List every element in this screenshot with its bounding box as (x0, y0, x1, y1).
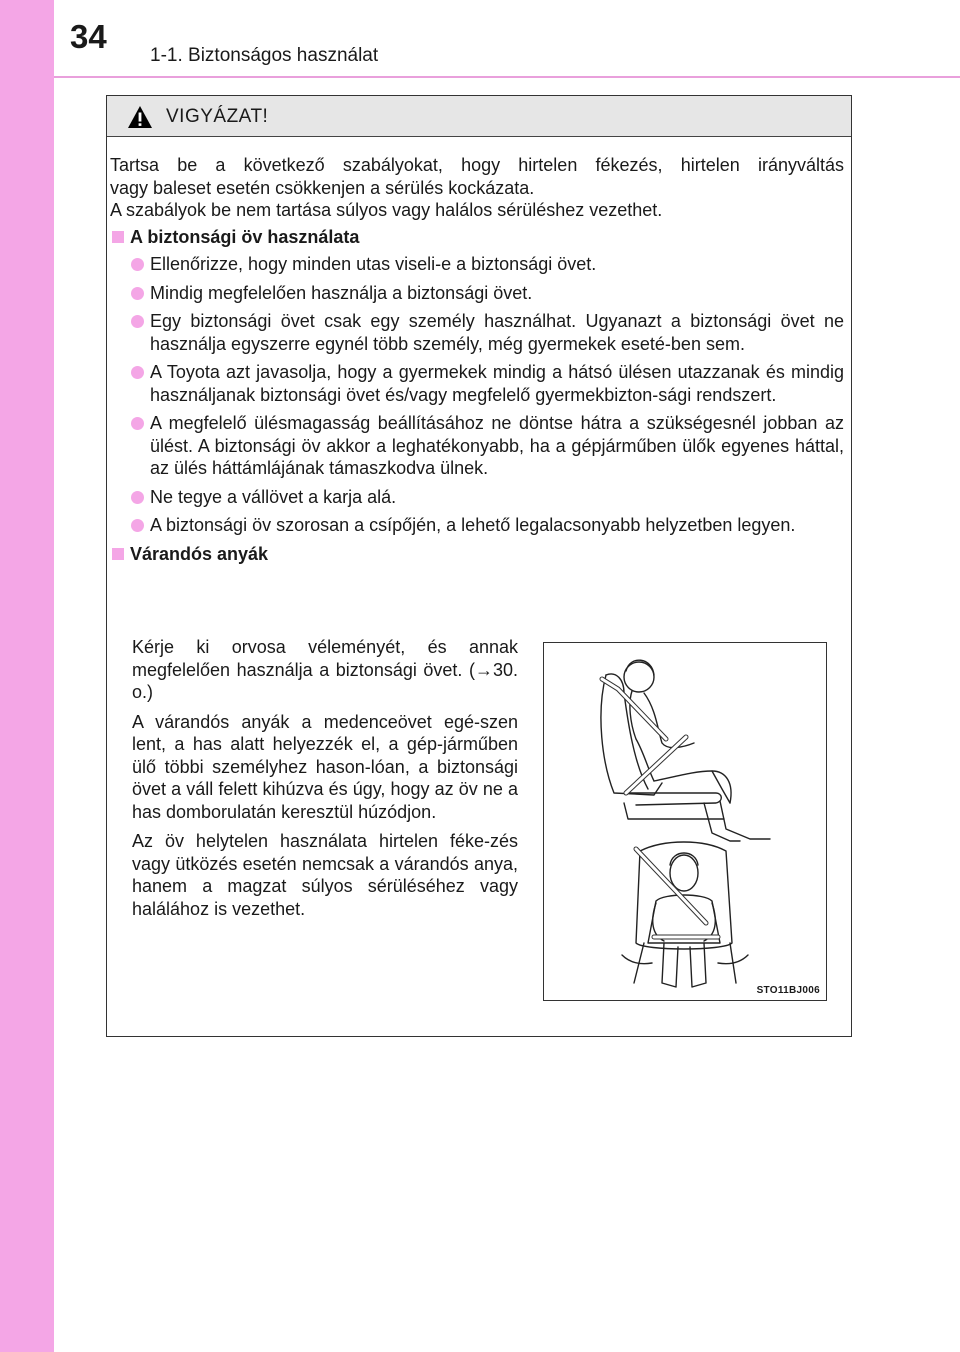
warning-triangle-icon (127, 105, 153, 129)
page-number: 34 (70, 18, 107, 55)
pregnant-text (132, 636, 518, 927)
bullet-text: A biztonsági öv szorosan a csípőjén, a lehető legalacsonyabb helyzetben legyen. (150, 515, 796, 535)
bullet-text: Egy biztonsági övet csak egy személy használhat. Ugyanazt a biztonsági övet ne használja egyszerre egynél több személy, még gyermekek eseté-ben sem. (150, 311, 844, 354)
warning-intro (110, 154, 844, 222)
seatbelt-bullet-list (110, 253, 844, 537)
list-item (110, 412, 844, 480)
seatbelt-illustration (543, 642, 827, 1001)
bullet-dot-icon (131, 366, 144, 379)
heading-square-icon (112, 548, 124, 560)
pregnant-paragraph: Kérje ki orvosa véleményét, és annak megfelelően használja a biztonsági övet. (→30. o.) (132, 637, 518, 702)
bullet-dot-icon (131, 417, 144, 430)
bullet-dot-icon (131, 519, 144, 532)
bullet-dot-icon (131, 287, 144, 300)
seatbelt-heading (110, 226, 844, 249)
bullet-text: A megfelelő ülésmagasság beállításához ne döntse hátra a szükségesnél jobban az ülést. A biztonsági öv akkor a leghatékonyabb, ha a gépjárműben ülők egyenes háttal, az ülés háttámlájának támaszkodva ülnek. (150, 413, 844, 478)
warning-title: VIGYÁZAT! (166, 106, 269, 127)
intro-line: A szabályok be nem tartása súlyos vagy halálos sérüléshez vezethet. (110, 200, 663, 220)
warning-content (110, 154, 844, 570)
pregnant-heading-text: Várandós anyák (130, 543, 269, 564)
pregnant-heading (110, 543, 844, 566)
bullet-text: A Toyota azt javasolja, hogy a gyermekek mindig a hátsó ülésen utazzanak és mindig használjanak biztonsági övet és/vagy megfelelő gyermekbizton-sági rendszert. (150, 362, 844, 405)
pregnant-paragraph: A várandós anyák a medenceövet egé-szen lent, a has alatt helyezzék el, a gép-járműben ülő többi személyhez hason-lóan, a biztonsági övet a váll felett kihúzva és úgy, hogy az öv ne a has domborulatán keresztül húzódjon. (132, 711, 518, 822)
bullet-dot-icon (131, 258, 144, 271)
chapter-side-tab (0, 0, 54, 1352)
list-item (110, 253, 844, 276)
bullet-text: Mindig megfelelően használja a biztonsági övet. (150, 282, 533, 303)
section-title: 1-1. Biztonságos használat (150, 45, 379, 66)
pregnant-seatbelt-drawing (544, 643, 826, 1000)
bullet-text: Ne tegye a vállövet a karja alá. (150, 486, 397, 507)
bullet-dot-icon (131, 315, 144, 328)
warning-header (107, 96, 851, 137)
list-item (110, 514, 844, 537)
pregnant-paragraph: Az öv helytelen használata hirtelen féke-zés vagy ütközés esetén nemcsak a várandós anya, hanem a magzat súlyos sérüléséhez vagy halálához is vezethet. (132, 831, 518, 919)
list-item (110, 486, 844, 509)
list-item (110, 361, 844, 406)
seatbelt-heading-text: A biztonsági öv használata (130, 226, 360, 247)
figure-code: STO11BJ006 (756, 985, 820, 996)
heading-square-icon (112, 231, 124, 243)
list-item (110, 282, 844, 305)
bullet-text: Ellenőrizze, hogy minden utas viseli-e a biztonsági övet. (150, 254, 597, 274)
intro-line: Tartsa be a következő szabályokat, hogy hirtelen fékezés, hirtelen irányváltás (110, 155, 844, 175)
header-divider (54, 76, 960, 78)
list-item (110, 310, 844, 355)
intro-line: vagy baleset esetén csökkenjen a sérülés kockázata. (110, 177, 535, 198)
bullet-dot-icon (131, 491, 144, 504)
